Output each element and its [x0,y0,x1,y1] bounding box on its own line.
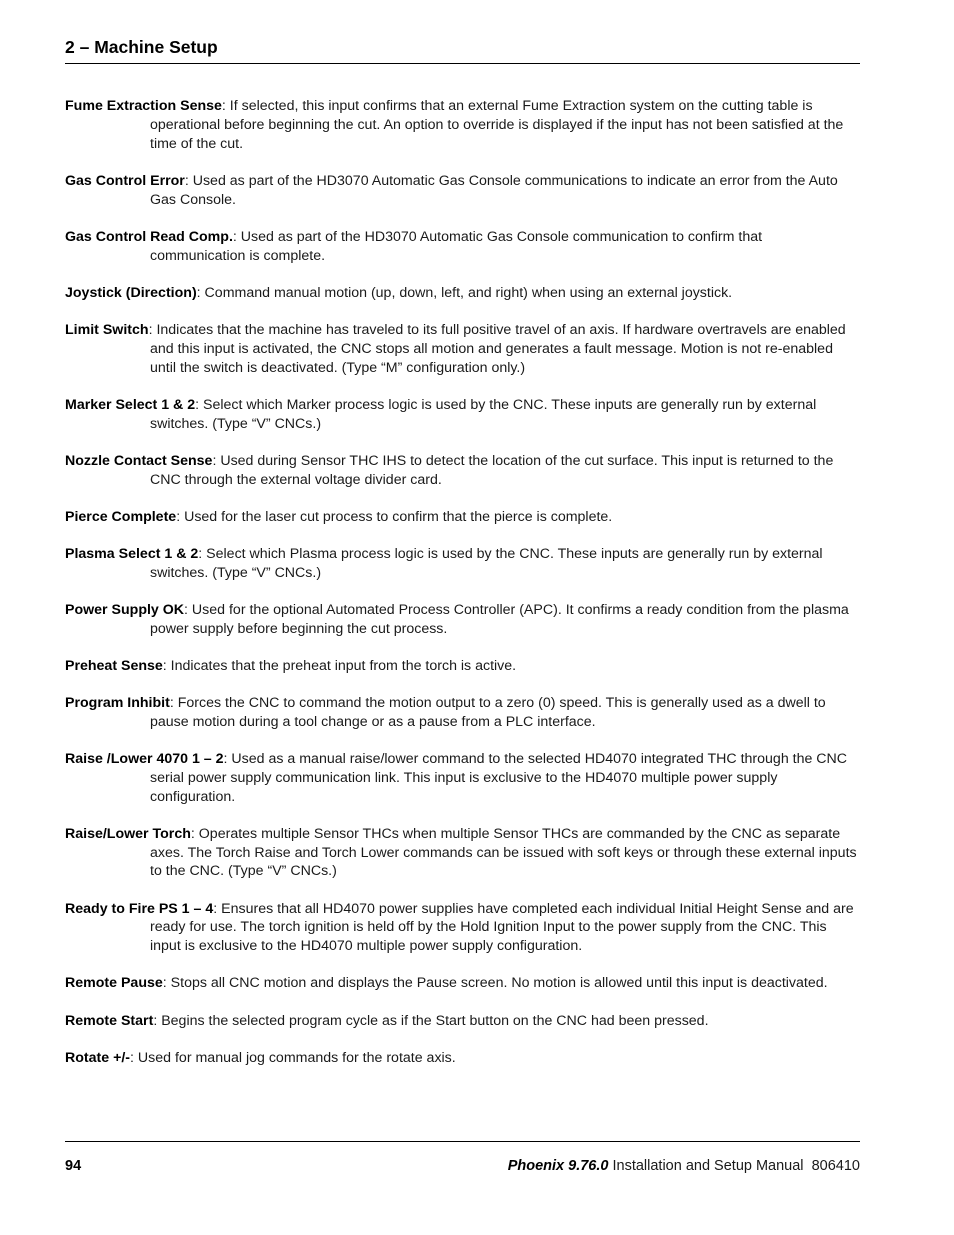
manual-title: Installation and Setup Manual [612,1158,804,1174]
page-footer [65,1156,860,1176]
definition-term: Program Inhibit [65,695,170,712]
definition-term: Pierce Complete [65,508,177,525]
definition-text: : Forces the CNC to command the motion output to a zero (0) speed. This is generally used as a dwell to pause motion during a tool change or as a pause from a PLC interface. [150,695,826,730]
definition-entry [65,974,860,993]
definition-term: Gas Control Read Comp. [65,228,233,245]
definition-text: : Operates multiple Sensor THCs when multiple Sensor THCs are commanded by the CNC as separate axes. The Torch Raise and Torch Lower commands can be issued with soft keys or through these external inputs to the CNC. (Type “V” CNCs.) [150,825,857,880]
definition-entry [65,508,860,527]
definition-entry [65,657,860,676]
definition-entry [65,545,860,583]
definition-entry [65,750,860,806]
definition-entry [65,321,860,377]
definition-entry [65,228,860,266]
footer-divider [65,1141,860,1142]
definition-term: Marker Select 1 & 2 [65,396,196,413]
definition-entry [65,284,860,303]
definition-text: : Ensures that all HD4070 power supplies have completed each individual Initial Height Sense and are ready for use. The torch ignition is held off by the Hold Ignition Input to the power supply from the CNC. This input is exclusive to the HD4070 multiple power supply configuration. [150,900,854,955]
definition-text: : Used for manual jog commands for the rotate axis. [130,1049,456,1066]
definition-text: : Used during Sensor THC IHS to detect the location of the cut surface. This input is returned to the CNC through the external voltage divider card. [150,452,834,488]
definition-entry [65,452,860,490]
definition-text: : Indicates that the machine has traveled to its full positive travel of an axis. If hardware overtravels are enabled and this input is activated, the CNC stops all motion and generates a fault message. Motion is not re-enabled until the switch is deactivated. (Type “M” configuration only.) [148,321,846,376]
definition-text: : Command manual motion (up, down, left, and right) when using an external joystick. [196,284,733,301]
page-header [65,36,860,64]
definition-entry [65,694,860,732]
definition-entry [65,1049,860,1068]
page-number: 94 [65,1158,82,1174]
definition-term: Raise/Lower Torch [65,825,191,842]
definition-text: : Select which Plasma process logic is used by the CNC. These inputs are generally run by external switches. (Type “V” CNCs.) [150,545,823,581]
definition-term: Joystick (Direction) [65,284,197,301]
definition-entry [65,396,860,434]
definition-term: Limit Switch [65,321,149,338]
definition-text: : Stops all CNC motion and displays the Pause screen. No motion is allowed until this input is deactivated. [162,975,828,992]
definition-text: : Indicates that the preheat input from the torch is active. [162,657,517,674]
definition-term: Power Supply OK [65,601,185,618]
part-number: 806410 [811,1158,860,1174]
definition-entry [65,97,860,153]
definition-term: Fume Extraction Sense [65,98,222,114]
definition-term: Remote Pause [65,975,163,992]
definition-list [65,97,860,1086]
definition-text: : Select which Marker process logic is used by the CNC. These inputs are generally run by external switches. (Type “V” CNCs.) [150,396,817,432]
section-title: 2 – Machine Setup [65,37,218,57]
definition-term: Remote Start [65,1012,154,1029]
definition-entry [65,825,860,881]
definition-text: : Used for the optional Automated Process Controller (APC). It confirms a ready condition from the plasma power supply before beginning the cut process. [150,601,849,637]
definition-entry [65,601,860,639]
footer-doc-info [508,1156,860,1176]
definition-term: Plasma Select 1 & 2 [65,545,199,562]
definition-term: Nozzle Contact Sense [65,452,213,469]
definition-entry [65,172,860,210]
definition-text: : Begins the selected program cycle as if the Start button on the CNC had been pressed. [153,1012,709,1029]
definition-text: : Used as a manual raise/lower command to the selected HD4070 integrated THC through the CNC serial power supply communication link. This input is exclusive to the HD4070 multiple power supply configuration. [150,751,848,805]
product-name: Phoenix 9.76.0 [507,1158,609,1174]
definition-text: : Used as part of the HD3070 Automatic Gas Console communications to indicate an error from the Auto Gas Console. [150,172,838,208]
definition-term: Rotate +/- [65,1049,131,1066]
definition-term: Gas Control Error [65,172,185,189]
definition-entry [65,900,860,956]
definition-term: Raise /Lower 4070 1 – 2 [65,751,224,768]
definition-text: : Used for the laser cut process to confirm that the pierce is complete. [176,508,613,525]
definition-term: Preheat Sense [65,657,163,674]
definition-entry [65,1012,860,1031]
definition-text: : Used as part of the HD3070 Automatic Gas Console communication to confirm that communication is complete. [150,228,763,264]
definition-term: Ready to Fire PS 1 – 4 [65,900,214,917]
definition-text: : If selected, this input confirms that an external Fume Extraction system on the cutting table is operational before beginning the cut. An option to override is displayed if the input has not been satisfied at the time of the cut. [150,98,844,152]
